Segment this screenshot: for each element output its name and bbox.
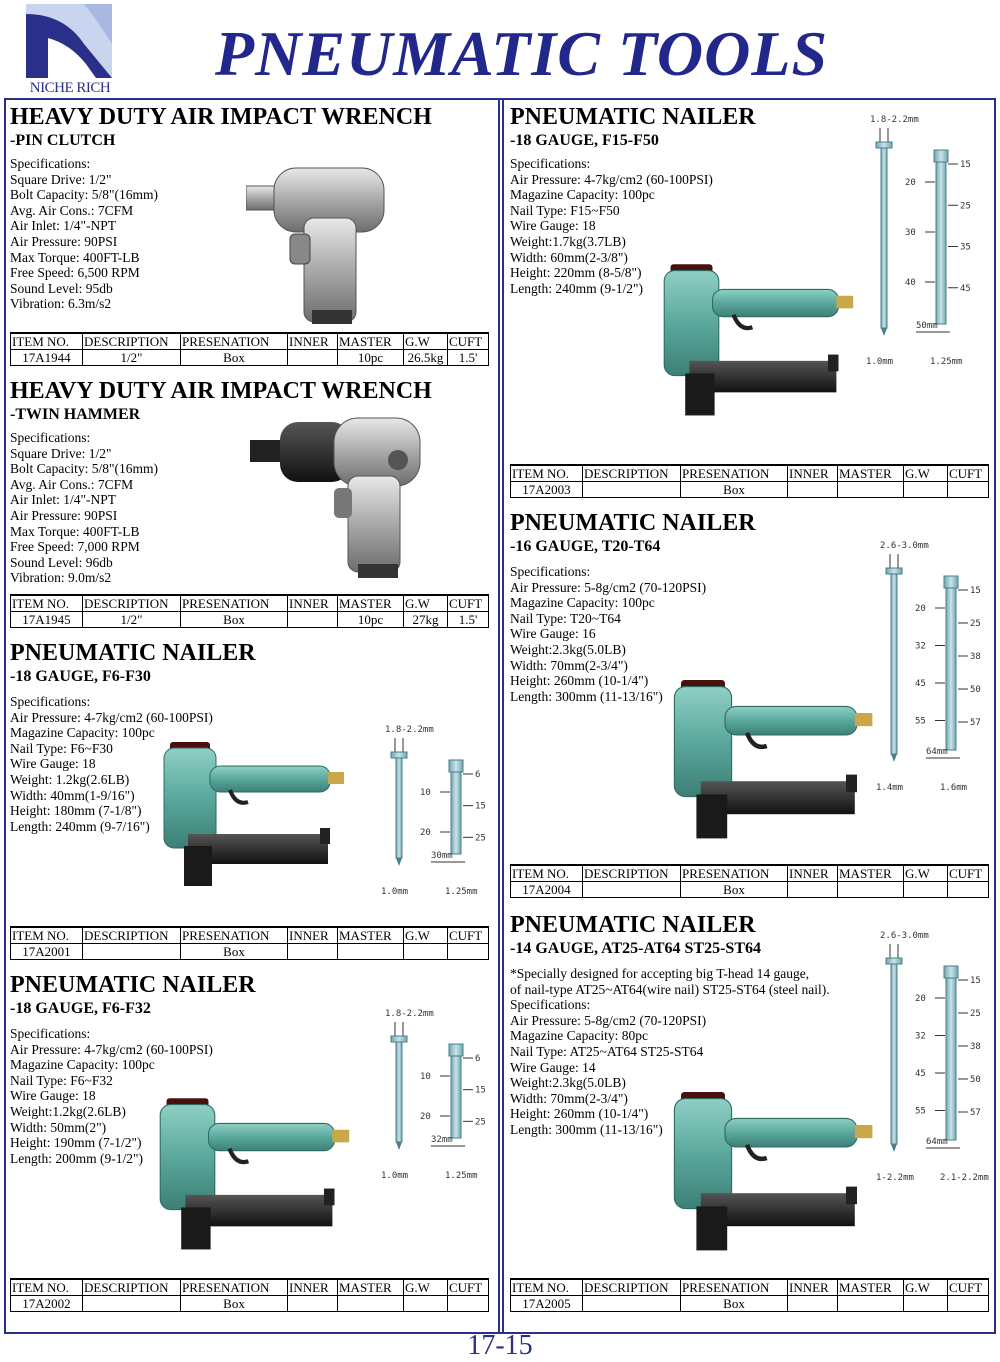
spec-line: Width: 70mm(2-3/4") <box>510 657 628 673</box>
column-header: INNER <box>788 1279 838 1296</box>
product-impact-wrench-pin-clutch <box>10 104 494 374</box>
spec-line: Height: 260mm (10-1/4") <box>510 673 649 689</box>
nailer-image <box>156 1098 366 1256</box>
spec-line: Air Inlet: 1/4"-NPT <box>10 492 116 508</box>
column-header: MASTER <box>838 865 904 882</box>
spec-line: Sound Level: 96db <box>10 554 113 570</box>
spec-line: Air Pressure: 4-7kg/cm2 (60-100PSI) <box>10 709 213 725</box>
description-cell <box>83 1296 181 1312</box>
nailer-image <box>670 680 890 845</box>
cuft-cell: 1.5' <box>448 350 489 366</box>
spec-line: Height: 190mm (7-1/2") <box>10 1135 142 1151</box>
product-table <box>510 464 989 498</box>
gw-cell <box>904 1296 948 1312</box>
spec-line: Bolt Capacity: 5/8"(16mm) <box>10 461 158 477</box>
cuft-cell <box>448 1296 489 1312</box>
spec-line: Avg. Air Cons.: 7CFM <box>10 202 134 218</box>
spec-line: Nail Type: F6~F32 <box>10 1072 113 1088</box>
item-no-cell: 17A2004 <box>511 882 583 898</box>
spec-line: Nail Type: F6~F30 <box>10 740 113 756</box>
column-header: INNER <box>788 865 838 882</box>
spec-list <box>10 430 158 586</box>
table-header-row <box>11 595 489 612</box>
nail-length-tick: 25 <box>970 619 981 629</box>
presentation-cell: Box <box>181 944 288 960</box>
spec-line: Air Pressure: 90PSI <box>10 233 118 249</box>
column-header: PRESENATION <box>681 465 788 482</box>
page-title: PNEUMATIC TOOLS <box>215 18 829 89</box>
nail-length-tick: 20 <box>420 1112 431 1122</box>
column-header: CUFT <box>448 1279 489 1296</box>
spec-line: Magazine Capacity: 80pc <box>510 1028 648 1044</box>
nail-gauge-left: 1-2.2mm <box>876 1173 914 1183</box>
spec-line: Magazine Capacity: 100pc <box>510 187 655 203</box>
spec-line: Wire Gauge: 18 <box>10 1088 96 1104</box>
spec-line: Specifications: <box>10 156 91 171</box>
nail-size-diagram <box>860 538 990 798</box>
product-subtitle: -14 GAUGE, AT25-AT64 ST25-ST64 <box>510 940 761 957</box>
spec-line: Magazine Capacity: 100pc <box>510 595 655 611</box>
nail-length-tick: 45 <box>915 1069 926 1079</box>
nail-width-label: 64mm <box>926 747 948 757</box>
product-subtitle: -18 GAUGE, F6-F32 <box>10 1000 151 1017</box>
cuft-cell <box>948 482 989 498</box>
inner-cell <box>288 1296 338 1312</box>
product-subtitle: -TWIN HAMMER <box>10 406 141 423</box>
product-table <box>10 1278 489 1312</box>
spec-line: Vibration: 6.3m/s2 <box>10 296 112 312</box>
column-header: G.W <box>404 595 448 612</box>
product-title: PNEUMATIC NAILER <box>510 912 756 938</box>
column-header: PRESENATION <box>681 1279 788 1296</box>
nail-gauge-right: 1.6mm <box>940 783 968 793</box>
nail-length-tick: 20 <box>915 604 926 614</box>
nail-width-label: 64mm <box>926 1137 948 1147</box>
presentation-cell: Box <box>181 350 288 366</box>
column-header: ITEM NO. <box>11 927 83 944</box>
nail-length-tick: 15 <box>960 160 971 170</box>
table-row <box>511 1296 989 1312</box>
nail-length-tick: 57 <box>970 718 981 728</box>
cuft-cell <box>948 882 989 898</box>
product-pneumatic-nailer <box>510 104 990 498</box>
table-header-row <box>511 1279 989 1296</box>
product-table <box>10 332 489 366</box>
nail-length-tick: 10 <box>420 1072 431 1082</box>
nail-width-label: 32mm <box>431 1135 453 1145</box>
nail-length-tick: 50 <box>970 1075 981 1085</box>
product-impact-wrench-twin-hammer <box>10 378 494 634</box>
product-table <box>510 1278 989 1312</box>
nail-length-tick: 20 <box>420 828 431 838</box>
master-cell <box>338 1296 404 1312</box>
nail-length-tick: 55 <box>915 716 926 727</box>
spec-line: Max Torque: 400FT-LB <box>10 249 140 265</box>
nail-length-tick: 35 <box>960 242 971 253</box>
spec-line: Square Drive: 1/2" <box>10 445 112 461</box>
product-subtitle: -16 GAUGE, T20-T64 <box>510 538 661 555</box>
nail-length-tick: 25 <box>960 201 971 212</box>
product-table <box>10 594 489 628</box>
spec-line: Width: 60mm(2-3/8") <box>510 249 628 265</box>
nail-length-tick: 45 <box>960 283 971 294</box>
spec-line: Specifications: <box>10 694 91 709</box>
master-cell <box>338 944 404 960</box>
spec-line: Width: 70mm(2-3/4") <box>510 1090 628 1106</box>
nail-length-tick: 15 <box>970 586 981 596</box>
nail-head-size: 2.6-3.0mm <box>880 541 929 551</box>
spec-line: *Specially designed for accepting big T-head 14 gauge, <box>510 966 810 981</box>
column-header: DESCRIPTION <box>583 465 681 482</box>
table-header-row <box>511 865 989 882</box>
spec-line: Nail Type: T20~T64 <box>510 610 621 626</box>
column-header: INNER <box>788 465 838 482</box>
nail-length-tick: 15 <box>475 1085 486 1096</box>
product-pneumatic-nailer <box>10 972 494 1312</box>
nail-size-diagram <box>365 1006 495 1186</box>
niche-rich-logo <box>24 4 116 96</box>
description-cell: 1/2" <box>83 350 181 366</box>
description-cell <box>583 1296 681 1312</box>
product-pneumatic-nailer <box>510 912 990 1312</box>
nail-length-tick: 50 <box>970 685 981 695</box>
nail-head-size: 1.8-2.2mm <box>870 115 919 125</box>
impact-wrench-image <box>246 160 396 325</box>
spec-line: Weight:2.3kg(5.0LB) <box>510 641 626 657</box>
table-row <box>11 612 489 628</box>
impact-wrench-image <box>250 414 430 584</box>
spec-line: Nail Type: AT25~AT64 ST25-ST64 <box>510 1043 704 1059</box>
inner-cell <box>788 482 838 498</box>
nail-size-diagram <box>850 112 980 372</box>
spec-line: Air Inlet: 1/4"-NPT <box>10 218 116 234</box>
column-header: INNER <box>288 595 338 612</box>
inner-cell <box>288 944 338 960</box>
column-header: ITEM NO. <box>511 1279 583 1296</box>
column-header: MASTER <box>338 1279 404 1296</box>
column-header: INNER <box>288 333 338 350</box>
spec-line: Air Pressure: 4-7kg/cm2 (60-100PSI) <box>10 1041 213 1057</box>
nail-gauge-right: 1.25mm <box>445 887 478 897</box>
master-cell <box>838 482 904 498</box>
page-number: 17-15 <box>467 1330 533 1361</box>
spec-list <box>10 156 158 312</box>
column-header: CUFT <box>948 1279 989 1296</box>
gw-cell: 27kg <box>404 612 448 628</box>
nail-length-tick: 20 <box>905 178 916 188</box>
column-header: DESCRIPTION <box>83 333 181 350</box>
column-header: MASTER <box>338 927 404 944</box>
spec-line: Height: 260mm (10-1/4") <box>510 1106 649 1122</box>
nail-size-diagram <box>365 722 495 902</box>
column-header: CUFT <box>448 927 489 944</box>
column-header: INNER <box>288 1279 338 1296</box>
nail-width-label: 50mm <box>916 321 938 331</box>
column-header: G.W <box>904 1279 948 1296</box>
spec-line: Air Pressure: 5-8g/cm2 (70-120PSI) <box>510 1012 707 1028</box>
column-header: MASTER <box>338 595 404 612</box>
table-header-row <box>511 465 989 482</box>
spec-line: Max Torque: 400FT-LB <box>10 523 140 539</box>
spec-line: Nail Type: F15~F50 <box>510 202 620 218</box>
gw-cell <box>904 882 948 898</box>
column-header: ITEM NO. <box>511 465 583 482</box>
inner-cell <box>788 1296 838 1312</box>
column-header: DESCRIPTION <box>83 595 181 612</box>
column-header: PRESENATION <box>181 595 288 612</box>
spec-line: Specifications: <box>10 1026 91 1041</box>
nail-gauge-left: 1.4mm <box>876 783 904 793</box>
product-pneumatic-nailer <box>10 640 494 960</box>
nail-length-tick: 38 <box>970 1042 981 1052</box>
column-header: CUFT <box>448 595 489 612</box>
nail-length-tick: 45 <box>915 679 926 689</box>
column-header: DESCRIPTION <box>83 927 181 944</box>
nail-length-tick: 15 <box>475 801 486 812</box>
description-cell <box>583 882 681 898</box>
column-header: G.W <box>904 465 948 482</box>
spec-line: Weight:1.2kg(2.6LB) <box>10 1103 126 1119</box>
presentation-cell: Box <box>681 882 788 898</box>
spec-line: Weight:2.3kg(5.0LB) <box>510 1075 626 1091</box>
column-header: PRESENATION <box>681 865 788 882</box>
inner-cell <box>288 612 338 628</box>
spec-line: Length: 240mm (9-7/16") <box>10 818 150 834</box>
inner-cell <box>288 350 338 366</box>
spec-line: Free Speed: 6,500 RPM <box>10 265 140 281</box>
presentation-cell: Box <box>181 1296 288 1312</box>
nail-length-tick: 6 <box>475 1054 481 1064</box>
presentation-cell: Box <box>681 1296 788 1312</box>
nail-length-tick: 25 <box>970 1009 981 1019</box>
spec-line: Wire Gauge: 18 <box>510 218 596 234</box>
column-header: G.W <box>904 865 948 882</box>
spec-line: Length: 300mm (11-13/16") <box>510 688 663 704</box>
brand-name: NICHE RICH <box>29 80 111 96</box>
product-title: PNEUMATIC NAILER <box>10 972 256 998</box>
column-header: ITEM NO. <box>511 865 583 882</box>
column-header: CUFT <box>948 465 989 482</box>
spec-line: Specifications: <box>510 997 591 1013</box>
spec-line: Height: 220mm (8-5/8") <box>510 265 642 281</box>
spec-line: Weight:1.7kg(3.7LB) <box>510 233 626 249</box>
gw-cell: 26.5kg <box>404 350 448 366</box>
item-no-cell: 17A1944 <box>11 350 83 366</box>
product-title: PNEUMATIC NAILER <box>510 510 756 536</box>
column-header: PRESENATION <box>181 333 288 350</box>
column-header: ITEM NO. <box>11 333 83 350</box>
spec-line: Magazine Capacity: 100pc <box>10 1057 155 1073</box>
gw-cell <box>904 482 948 498</box>
nail-length-tick: 32 <box>915 641 926 652</box>
gw-cell <box>404 1296 448 1312</box>
column-header: MASTER <box>838 1279 904 1296</box>
nailer-image <box>160 742 360 892</box>
table-row <box>11 944 489 960</box>
column-header: G.W <box>404 927 448 944</box>
column-header: DESCRIPTION <box>583 1279 681 1296</box>
product-table <box>10 926 489 960</box>
nail-gauge-right: 1.25mm <box>930 357 963 367</box>
table-row <box>511 882 989 898</box>
spec-line: Wire Gauge: 16 <box>510 626 596 642</box>
nailer-image <box>670 1092 890 1257</box>
item-no-cell: 17A2001 <box>11 944 83 960</box>
table-header-row <box>11 927 489 944</box>
product-title: HEAVY DUTY AIR IMPACT WRENCH <box>10 378 432 404</box>
product-title: HEAVY DUTY AIR IMPACT WRENCH <box>10 104 432 130</box>
presentation-cell: Box <box>181 612 288 628</box>
nail-gauge-left: 1.0mm <box>381 887 409 897</box>
spec-line: Specifications: <box>510 564 591 579</box>
column-header: G.W <box>404 333 448 350</box>
nail-length-tick: 20 <box>915 994 926 1004</box>
spec-line: of nail-type AT25~AT64(wire nail) ST25-ST64 (steel nail). <box>510 981 830 997</box>
spec-line: Width: 40mm(1-9/16") <box>10 787 135 803</box>
spec-line: Length: 240mm (9-1/2") <box>510 280 643 296</box>
spec-line: Sound Level: 95db <box>10 280 113 296</box>
nail-length-tick: 30 <box>905 228 916 238</box>
nail-size-diagram <box>860 928 990 1188</box>
master-cell: 10pc <box>338 350 404 366</box>
table-header-row <box>11 1279 489 1296</box>
nail-length-tick: 40 <box>905 278 916 288</box>
column-header: CUFT <box>948 865 989 882</box>
spec-line: Specifications: <box>510 156 591 171</box>
nail-length-tick: 10 <box>420 788 431 798</box>
description-cell <box>583 482 681 498</box>
nail-gauge-right: 2.1-2.2mm <box>940 1173 989 1183</box>
inner-cell <box>788 882 838 898</box>
gw-cell <box>404 944 448 960</box>
nail-length-tick: 55 <box>915 1106 926 1117</box>
nailer-image <box>660 264 870 422</box>
column-header: PRESENATION <box>181 1279 288 1296</box>
master-cell: 10pc <box>338 612 404 628</box>
nail-length-tick: 32 <box>915 1031 926 1042</box>
item-no-cell: 17A2005 <box>511 1296 583 1312</box>
spec-line: Specifications: <box>10 430 91 445</box>
column-header: ITEM NO. <box>11 1279 83 1296</box>
item-no-cell: 17A2003 <box>511 482 583 498</box>
spec-line: Air Pressure: 4-7kg/cm2 (60-100PSI) <box>510 171 713 187</box>
spec-line: Free Speed: 7,000 RPM <box>10 539 140 555</box>
column-header: MASTER <box>338 333 404 350</box>
spec-line: Length: 200mm (9-1/2") <box>10 1150 143 1166</box>
spec-line: Length: 300mm (11-13/16") <box>510 1121 663 1137</box>
presentation-cell: Box <box>681 482 788 498</box>
table-row <box>11 1296 489 1312</box>
item-no-cell: 17A1945 <box>11 612 83 628</box>
cuft-cell: 1.5' <box>448 612 489 628</box>
spec-line: Wire Gauge: 14 <box>510 1059 596 1075</box>
page-header <box>0 0 1000 98</box>
nail-head-size: 2.6-3.0mm <box>880 931 929 941</box>
spec-line: Weight: 1.2kg(2.6LB) <box>10 771 130 787</box>
nail-length-tick: 15 <box>970 976 981 986</box>
column-header: DESCRIPTION <box>583 865 681 882</box>
nail-length-tick: 57 <box>970 1108 981 1118</box>
item-no-cell: 17A2002 <box>11 1296 83 1312</box>
spec-line: Height: 180mm (7-1/8") <box>10 803 142 819</box>
column-header: MASTER <box>838 465 904 482</box>
spec-line: Avg. Air Cons.: 7CFM <box>10 476 134 492</box>
spec-line: Bolt Capacity: 5/8"(16mm) <box>10 187 158 203</box>
description-cell <box>83 944 181 960</box>
table-header-row <box>11 333 489 350</box>
spec-line: Magazine Capacity: 100pc <box>10 725 155 741</box>
product-subtitle: -18 GAUGE, F6-F30 <box>10 668 151 685</box>
cuft-cell <box>448 944 489 960</box>
nail-head-size: 1.8-2.2mm <box>385 725 434 735</box>
spec-line: Wire Gauge: 18 <box>10 756 96 772</box>
product-subtitle: -PIN CLUTCH <box>10 132 116 149</box>
nail-length-tick: 25 <box>475 1117 486 1128</box>
table-row <box>511 482 989 498</box>
nail-length-tick: 38 <box>970 652 981 662</box>
column-header: ITEM NO. <box>11 595 83 612</box>
spec-line: Air Pressure: 90PSI <box>10 507 118 523</box>
nail-length-tick: 6 <box>475 770 481 780</box>
spec-line: Air Pressure: 5-8g/cm2 (70-120PSI) <box>510 579 707 595</box>
product-pneumatic-nailer <box>510 510 990 898</box>
nail-gauge-right: 1.25mm <box>445 1171 478 1181</box>
product-subtitle: -18 GAUGE, F15-F50 <box>510 132 659 149</box>
column-header: PRESENATION <box>181 927 288 944</box>
cuft-cell <box>948 1296 989 1312</box>
nail-length-tick: 25 <box>475 833 486 844</box>
column-header: DESCRIPTION <box>83 1279 181 1296</box>
table-row <box>11 350 489 366</box>
master-cell <box>838 882 904 898</box>
description-cell: 1/2" <box>83 612 181 628</box>
nail-gauge-left: 1.0mm <box>381 1171 409 1181</box>
nail-head-size: 1.8-2.2mm <box>385 1009 434 1019</box>
column-header: CUFT <box>448 333 489 350</box>
spec-line: Square Drive: 1/2" <box>10 171 112 187</box>
spec-line: Width: 50mm(2") <box>10 1119 107 1135</box>
master-cell <box>838 1296 904 1312</box>
column-header: INNER <box>288 927 338 944</box>
product-title: PNEUMATIC NAILER <box>10 640 256 666</box>
spec-line: Vibration: 9.0m/s2 <box>10 570 112 586</box>
column-divider <box>498 98 504 1334</box>
column-header: G.W <box>404 1279 448 1296</box>
nail-width-label: 30mm <box>431 851 453 861</box>
product-title: PNEUMATIC NAILER <box>510 104 756 130</box>
product-table <box>510 864 989 898</box>
nail-gauge-left: 1.0mm <box>866 357 894 367</box>
